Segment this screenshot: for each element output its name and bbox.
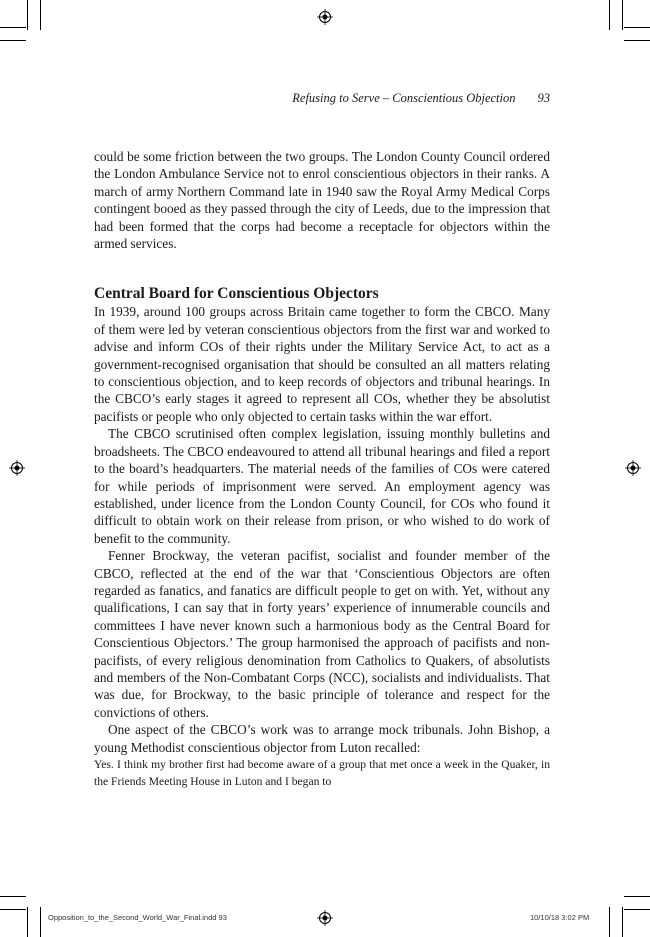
paragraph: One aspect of the CBCO’s work was to arrange mock tribunals. John Bishop, a young Methodist conscientious objector from Luton recalled: — [94, 722, 550, 755]
running-head-title: Refusing to Serve – Conscientious Objection — [292, 91, 516, 105]
block-quote: Yes. I think my brother first had become aware of a group that met once a week in the Quaker, in the Friends Meeting House in Luton and I began to — [94, 758, 550, 789]
crop-mark — [27, 0, 28, 30]
crop-mark — [622, 907, 623, 937]
crop-mark — [622, 0, 623, 30]
crop-mark — [0, 40, 26, 41]
crop-mark — [40, 907, 41, 937]
running-head — [94, 91, 550, 106]
crop-mark — [40, 0, 41, 30]
crop-mark — [624, 896, 650, 897]
registration-mark-icon — [317, 9, 333, 25]
body-text — [94, 148, 550, 790]
crop-mark — [609, 0, 610, 30]
registration-mark-icon — [625, 460, 641, 476]
crop-mark — [609, 907, 610, 937]
slug-datetime: 10/10/18 3:02 PM — [530, 913, 590, 922]
registration-mark-icon — [317, 910, 333, 926]
registration-mark-icon — [9, 460, 25, 476]
crop-mark — [0, 27, 26, 28]
crop-mark — [0, 909, 26, 910]
crop-mark — [624, 909, 650, 910]
page-number: 93 — [537, 91, 550, 105]
paragraph: In 1939, around 100 groups across Britain came together to form the CBCO. Many of them were led by veteran conscientious objectors from the first war and worked to advise and inform COs of their rights under the Military Service Act, to act as a government-recognised organisation that should be consulted an all matters relating to conscientious objection, and to keep records of objectors and tribunal hearings. In the CBCO’s early stages it agreed to represent all COs, whether they be absolutist pacifists or people who only objected to certain tasks within the war effort. — [94, 304, 550, 424]
crop-mark — [624, 40, 650, 41]
slug-filename: Opposition_to_the_Second_World_War_Final.indd 93 — [48, 913, 227, 922]
crop-mark — [27, 907, 28, 937]
paragraph-continued: could be some friction between the two groups. The London County Council ordered the London Ambulance Service not to enrol conscientious objectors in their ranks. A march of army Northern Command late in 1940 saw the Royal Army Medical Corps contingent booed as they passed through the city of Leeds, due to the impression that had been formed that the corps had become a receptacle for objectors within the armed services. — [94, 149, 550, 252]
crop-mark — [624, 27, 650, 28]
paragraph: Fenner Brockway, the veteran pacifist, socialist and founder member of the CBCO, reflected at the end of the war that ‘Conscientious Objectors are often regarded as fanatics, and fanatics are difficult people to get on with. Yet, without any qualifications, I can say that in forty years’ experience of innumerable councils and committees I have never known such a harmonious body as the Central Board for Conscientious Objectors.’ The group harmonised the approach of pacifists and non-pacifists, of every religious denomination from Catholics to Quakers, of absolutists and members of the Non-Combatant Corps (NCC), socialists and individualists. That was due, for Brockway, to the basic principle of tolerance and respect for the convictions of others. — [94, 548, 550, 720]
section-heading: Central Board for Conscientious Objectors — [94, 285, 379, 303]
paragraph: The CBCO scrutinised often complex legislation, issuing monthly bulletins and broadsheets. The CBCO endeavoured to attend all tribunal hearings and filed a report to the board’s headquarters. The material needs of the families of COs were catered for while periods of imprisonment were served. An employment agency was established, under licence from the London County Council, for COs who found it difficult to obtain work on their release from prison, or who wished to do work of benefit to the community. — [94, 426, 550, 546]
crop-mark — [0, 896, 26, 897]
